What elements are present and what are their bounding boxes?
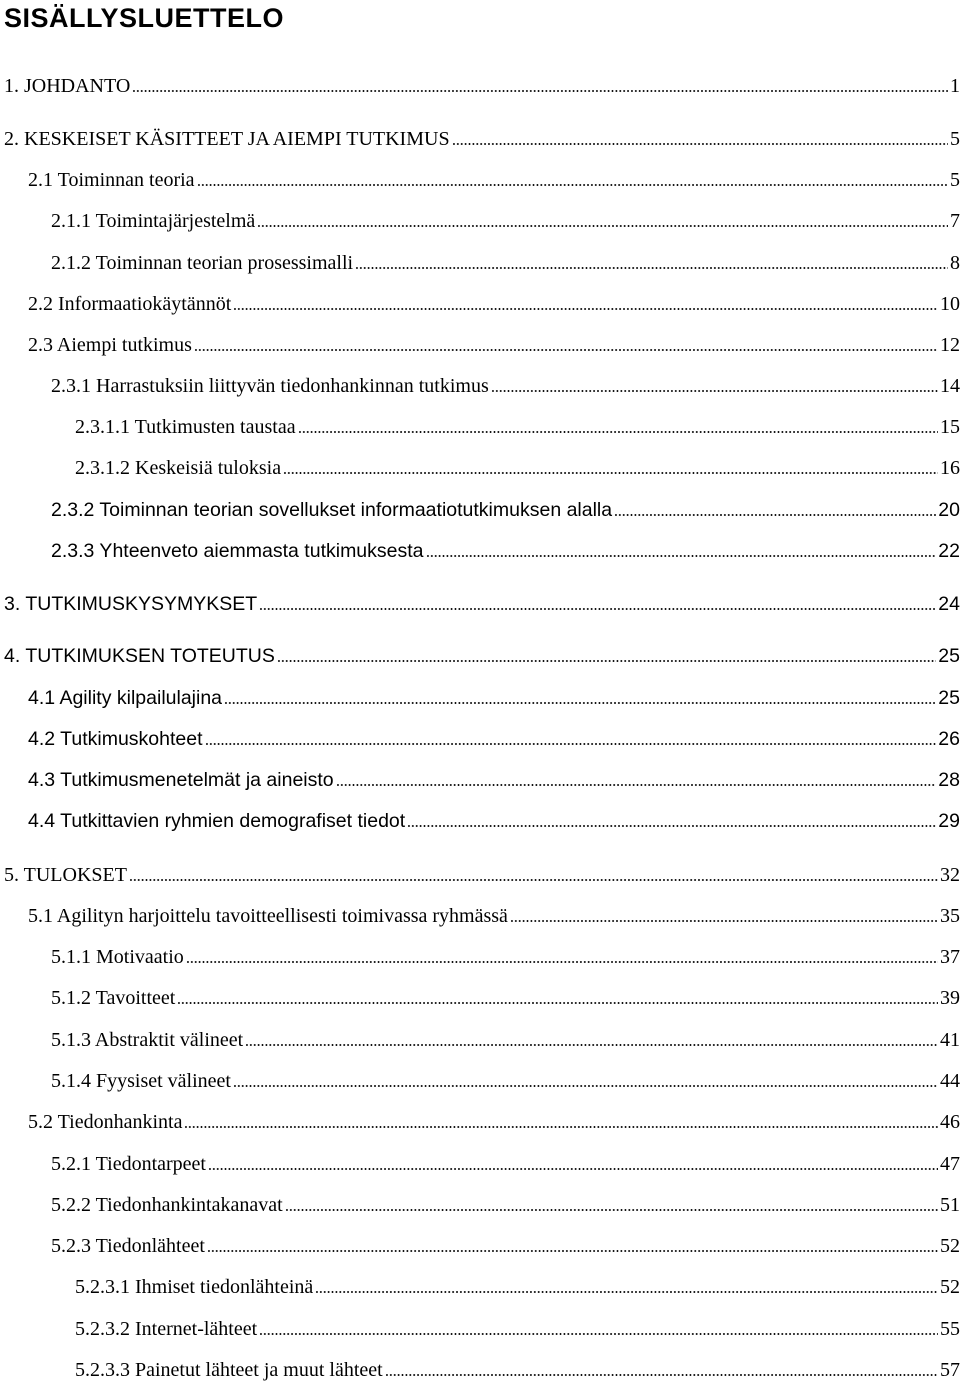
dot-leader [208,1167,938,1171]
toc-entry-page-number: 37 [940,946,960,968]
toc-entry[interactable] [4,643,960,669]
toc-entry-page-number: 51 [940,1194,960,1216]
toc-entry-page-number: 25 [938,687,960,709]
toc-entry[interactable] [51,985,960,1011]
toc-entry[interactable] [28,685,960,711]
toc-entry-page-number: 20 [938,499,960,521]
toc-entry-page-number: 25 [938,645,960,667]
toc-entry-label: 2.1.1 Toimintajärjestelmä [51,210,256,232]
dot-leader [510,919,938,923]
toc-entry[interactable] [51,538,960,564]
toc-entry-label: 2.3.1.2 Keskeisiä tuloksia [75,457,282,479]
dot-leader [355,266,948,270]
toc-entry[interactable] [51,250,960,276]
toc-entry-page-number: 15 [940,416,960,438]
toc-entry-page-number: 46 [940,1111,960,1133]
toc-entry-label: 5.1.1 Motivaatio [51,946,184,968]
toc-entry-page-number: 5 [950,169,960,191]
toc-entry[interactable] [28,332,960,358]
dot-leader [197,183,948,187]
toc-entry-label: 5.2.3.3 Painetut lähteet ja muut lähteet [75,1359,383,1381]
dot-leader [205,742,937,746]
dot-leader [259,1332,938,1336]
toc-entry-label: 5.2.3.2 Internet-lähteet [75,1318,258,1340]
toc-entry-label: 2.3 Aiempi tutkimus [28,334,192,356]
toc-entry[interactable] [51,497,960,523]
toc-entry[interactable] [28,291,960,317]
toc-entry-label: 2.3.1 Harrastuksiin liittyvän tiedonhankinnan tutkimus [51,375,489,397]
toc-entry-label: 2.3.3 Yhteenveto aiemmasta tutkimuksesta [51,540,424,562]
dot-leader [298,430,938,434]
toc-entry[interactable] [28,167,960,193]
toc-entry-page-number: 24 [938,593,960,615]
dot-leader [132,89,948,93]
dot-leader [614,513,936,517]
toc-entry-label: 2. KESKEISET KÄSITTEET JA AIEMPI TUTKIMUS [4,128,450,150]
dot-leader [186,960,938,964]
toc-entry-label: 5.2 Tiedonhankinta [28,1111,183,1133]
dot-leader [407,824,936,828]
toc-entry-page-number: 55 [940,1318,960,1340]
toc-entry[interactable] [4,591,960,617]
toc-entry-label: 5.2.2 Tiedonhankintakanavat [51,1194,283,1216]
toc-entry-page-number: 16 [940,457,960,479]
toc-entry[interactable] [28,767,960,793]
toc-entry[interactable] [28,1109,960,1135]
toc-entry-page-number: 26 [938,728,960,750]
toc-entry-page-number: 39 [940,987,960,1009]
toc-entry-label: 4.3 Tutkimusmenetelmät ja aineisto [28,769,334,791]
dot-leader [129,878,938,882]
toc-entry-label: 4.4 Tutkittavien ryhmien demografiset tiedot [28,810,406,832]
dot-leader [257,224,948,228]
toc-entry-page-number: 52 [940,1235,960,1257]
toc-entry[interactable] [75,455,960,481]
toc-entry-label: 2.1.2 Toiminnan teorian prosessimalli [51,252,354,274]
dot-leader [233,307,938,311]
toc-entry-page-number: 35 [940,905,960,927]
toc-entry[interactable] [28,808,960,834]
toc-entry-page-number: 14 [940,375,960,397]
toc-entry[interactable] [28,726,960,752]
toc-entry-label: 3. TUTKIMUSKYSYMYKSET [4,593,258,615]
dot-leader [224,701,936,705]
toc-entry[interactable] [51,1151,960,1177]
toc-entry[interactable] [51,373,960,399]
toc-entry-label: 2.3.1.1 Tutkimusten taustaa [75,416,296,438]
dot-leader [207,1249,938,1253]
dot-leader [277,659,936,663]
dot-leader [452,142,948,146]
dot-leader [259,607,936,611]
toc-entry-label: 5.1.4 Fyysiset välineet [51,1070,231,1092]
dot-leader [426,554,937,558]
toc-entry[interactable] [75,1357,960,1383]
toc-entry-label: 2.3.2 Toiminnan teorian sovellukset informaatiotutkimuksen alalla [51,499,613,521]
toc-entry[interactable] [51,1233,960,1259]
dot-leader [283,471,938,475]
dot-leader [491,389,938,393]
toc-entry-label: 4. TUTKIMUKSEN TOTEUTUS [4,645,275,667]
toc-entry[interactable] [51,944,960,970]
toc-entry-label: 5.2.3.1 Ihmiset tiedonlähteinä [75,1276,314,1298]
dot-leader [184,1125,938,1129]
toc-entry-page-number: 44 [940,1070,960,1092]
toc-entry[interactable] [51,208,960,234]
toc-entry-page-number: 57 [940,1359,960,1381]
dot-leader [315,1290,938,1294]
toc-entry-page-number: 28 [938,769,960,791]
toc-entry[interactable] [75,1274,960,1300]
dot-leader [285,1208,938,1212]
toc-entry-label: 2.1 Toiminnan teoria [28,169,195,191]
toc-entry-page-number: 41 [940,1029,960,1051]
toc-entry-page-number: 29 [938,810,960,832]
toc-entry-label: 4.2 Tutkimuskohteet [28,728,203,750]
toc-entry-label: 5. TULOKSET [4,864,127,886]
toc-entry-label: 5.2.3 Tiedonlähteet [51,1235,205,1257]
dot-leader [336,783,937,787]
toc-entry-label: 5.1.3 Abstraktit välineet [51,1029,244,1051]
dot-leader [194,348,938,352]
toc-entry[interactable] [4,73,960,99]
toc-entry-label: 5.1.2 Tavoitteet [51,987,176,1009]
toc-entry-page-number: 10 [940,293,960,315]
toc-entry-page-number: 1 [950,75,960,97]
toc-entry-page-number: 52 [940,1276,960,1298]
dot-leader [385,1373,938,1377]
toc-entry-page-number: 12 [940,334,960,356]
dot-leader [245,1043,938,1047]
toc-entry-label: 5.2.1 Tiedontarpeet [51,1153,206,1175]
toc-entry-label: 4.1 Agility kilpailulajina [28,687,223,709]
toc-entry-page-number: 22 [938,540,960,562]
dot-leader [177,1001,938,1005]
toc-entry-label: 5.1 Agilityn harjoittelu tavoitteellisesti toimivassa ryhmässä [28,905,508,927]
toc-entry[interactable] [75,414,960,440]
toc-entry-page-number: 8 [950,252,960,274]
dot-leader [233,1084,938,1088]
toc-entry[interactable] [28,903,960,929]
page-title: SISÄLLYSLUETTELO [4,3,285,33]
toc-entry-label: 1. JOHDANTO [4,75,131,97]
toc-entry[interactable] [4,126,960,152]
toc-entry[interactable] [75,1316,960,1342]
toc-entry-page-number: 5 [950,128,960,150]
toc-entry-page-number: 32 [940,864,960,886]
toc-entry[interactable] [51,1027,960,1053]
toc-entry-page-number: 47 [940,1153,960,1175]
toc-entry[interactable] [51,1192,960,1218]
toc-entry-page-number: 7 [950,210,960,232]
toc-entry[interactable] [51,1068,960,1094]
toc-entry-label: 2.2 Informaatiokäytännöt [28,293,232,315]
toc-entry[interactable] [4,862,960,888]
